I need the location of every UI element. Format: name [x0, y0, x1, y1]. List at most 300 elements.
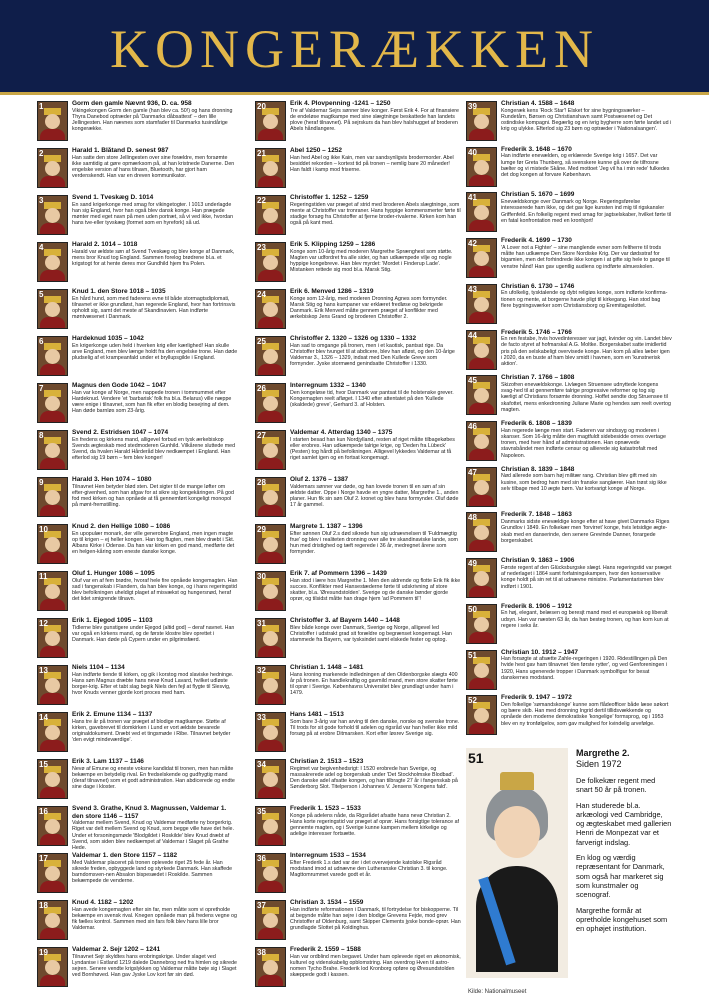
king-number: 31 — [257, 619, 266, 628]
king-description: En upopulær monark, der ville generobre England, men ingen magte op til krigen – ej heller kongen. Han tog flugten, men blev dræbt i Skt. Albans Kirke i Odense. Da han var kirken en god mand, medførte det en helgen-kåring som eneste danske konge. — [72, 530, 235, 556]
king-portrait — [255, 900, 286, 940]
king-description: 'A Lover not a Fighter' – sine manglende evner som feltherre til trods måtte han udkæmpe Den Store Nordiske Krig. Der var dødsstraf for bigamien, men det forhindrede ikke kongen i at gifte sig hele to gange til venstre hånd! Han gav ugentlig audiens og indførte almueskolen. — [501, 244, 670, 270]
king-portrait — [37, 148, 68, 188]
king-description: Den kongeløse tid, hvor Danmark var pantsat til de holstenske grever. Kongemagten reelt afløget. I 1340 efter attentatet på den 'Kullede (skaldede) greve', Gerhard 3. af Holsten. — [290, 389, 454, 409]
king-description: Harald var ældste søn af Svend Tveskæg og blev konge af Danmark, mens bror Knud tog England. Sammen forelog brødrene bl.a. et krigstogt for at hente deres mor Gundhild hjem fra Polen. — [72, 248, 235, 268]
face-shape — [474, 480, 489, 495]
king-text — [72, 241, 238, 267]
face-shape — [45, 819, 60, 834]
king-text — [501, 694, 672, 727]
spotlight-paragraph: En klog og værdig repræsentant for Danmark, som også har markeret sig som kunstmaler og scenograf. — [576, 853, 665, 900]
robe-shape — [258, 411, 283, 423]
king-description: Blev både konge over Danmark, Sverige og Norge, alligevel led Christoffer i udstrakt grad sit forældre og begrænset kongemagt. Han stammede fra Bayern, var tysksindet samt elskede fester og optog. — [290, 624, 452, 644]
robe-shape — [40, 317, 65, 329]
king-entry — [37, 194, 238, 239]
king-portrait — [37, 759, 68, 799]
face-shape — [45, 302, 60, 317]
robe-shape — [40, 928, 65, 940]
king-title: Erik 5. Klipping 1259 – 1286 — [290, 241, 376, 248]
king-entry — [466, 146, 672, 190]
king-description: Vikingekongen Gorm den gamle (han blev ca. 50!) og hans dronning Thyra Danebod optræder på 'Danmarks dåbsattest' – den lille Jellingesten. Han nævnes som stamfader til Danmarks tusindårige kongerække. — [72, 107, 233, 133]
king-entry — [255, 758, 461, 803]
king-portrait — [466, 147, 497, 187]
king-number: 15 — [39, 760, 48, 769]
face-shape — [45, 772, 60, 787]
face-shape — [45, 208, 60, 223]
king-entry — [37, 147, 238, 192]
king-text — [501, 420, 672, 459]
king-title: Frederik 5. 1746 – 1766 — [501, 328, 572, 336]
king-description: Oluf var en af fem brødre, hvoraf hele fire opnåede kongemagten. Han sad i fangenskab i Flandern, da han blev konge, og i hans regeringstid blev befolkningen uheldigt plaget af misvækst og hungersnød, heraf det lidet smigrende tilnavn. — [72, 577, 238, 603]
king-title: Christian 3. 1534 – 1559 — [290, 899, 364, 906]
king-title: Christian 2. 1513 – 1523 — [290, 758, 364, 765]
queen-portrait-illustration — [466, 748, 568, 978]
king-portrait — [466, 467, 497, 507]
king-description: Nevø af Emune og eneste voksne kandidat til tronen, men han måtte bekæmpe en betydelig rival. En fredselskende og gudfrygtig mand (deraf tilnavnet) som et godt administration. Han abdicerede og endte sine dage i kloster. — [72, 765, 235, 791]
king-number: 47 — [468, 467, 477, 477]
king-number: 9 — [39, 478, 44, 487]
king-entry — [255, 241, 461, 286]
king-text — [72, 758, 238, 791]
king-portrait — [37, 101, 68, 141]
king-title: Valdemar 1. den Store 1157 – 1182 — [72, 852, 178, 859]
king-text — [290, 758, 461, 791]
king-text — [290, 711, 461, 737]
king-number: 8 — [39, 431, 44, 440]
king-portrait — [37, 383, 68, 423]
king-entry — [37, 523, 238, 568]
robe-shape — [469, 678, 494, 690]
face-shape — [263, 678, 278, 693]
king-number: 24 — [257, 290, 266, 299]
king-entry — [255, 100, 461, 145]
king-text — [290, 570, 461, 603]
king-number: 42 — [468, 239, 477, 249]
king-description: Skizofren enevældskonge. Livlægen Struensee udnyttede kongens svag-hed til at gennemføre talrige progressive reformer og tog sig kærligt af Christians forsømte dronning. Hoffet sendte dog Struensee til skafottet, mens enkedronning Juliane Marie og hendes søn reelt overtog magten. — [501, 381, 671, 413]
king-portrait — [466, 558, 497, 598]
king-portrait — [255, 336, 286, 376]
face-shape — [263, 772, 278, 787]
king-portrait — [466, 421, 497, 461]
king-text — [501, 146, 672, 179]
king-entry — [37, 899, 238, 944]
king-number: 49 — [468, 559, 477, 569]
king-number: 45 — [468, 376, 477, 386]
king-title: Hardeknud 1035 – 1042 — [72, 335, 144, 342]
king-entry — [37, 476, 238, 521]
king-entry — [37, 617, 238, 662]
king-portrait — [255, 947, 286, 987]
king-number: 39 — [468, 102, 477, 111]
king-description: Med Valdemar placeret på tronen oplevede riget 25 fede år. Han sikrede freden, opbyggede land og styrkede Danmark. Han skaffede barndomsven-nen Absalon bispesædet i Roskilde. Sammen bekæmpede de venderne. — [72, 859, 233, 885]
king-number: 21 — [257, 149, 266, 158]
robe-shape — [258, 881, 283, 893]
face-shape — [263, 114, 278, 129]
king-portrait — [37, 947, 68, 987]
face-shape — [474, 160, 489, 175]
king-description: Tilnavnet Hen betyder blød sten. Det sigter til de mange løfter om efter-givenhed, som han afgav for at sikre sig kongekåringen. På god fod med kirken og han opnåede at få gennemført kongeligt monopol på mønt-fremstilling. — [72, 483, 234, 509]
face-shape — [474, 708, 489, 723]
king-entry — [37, 805, 238, 850]
king-description: Konge på adelens nåde, da Rigsrådet afsatte hans nevø Christian 2. Hans korte regeringstid var præget af oprør. Hans forsigtige tolerance af gennemte magten, og i Sverige kunne kampen mellem kirkelige og adelige interesser fortsætte. — [290, 812, 459, 838]
king-text — [72, 382, 238, 415]
king-title: Erik 4. Plovpenning -1241 – 1250 — [290, 100, 391, 107]
face-shape — [263, 396, 278, 411]
king-portrait — [37, 665, 68, 705]
robe-shape — [40, 458, 65, 470]
king-entry — [255, 617, 461, 662]
king-description: Enevældskonge over Danmark og Norge. Regeringsførelse interesserede ham ikke, og det gav lige kunsten ind mig til rigskansler Griffenfeld. En folkelig regent med smag for jagtselskaber, hvilket førte til en fatal konfrontation med en kronhjort! — [501, 198, 672, 224]
robe-shape — [40, 505, 65, 517]
king-number: 48 — [468, 513, 477, 523]
king-number: 38 — [257, 948, 266, 957]
king-text — [290, 382, 461, 408]
king-title: Knud 2. den Hellige 1080 – 1086 — [72, 523, 171, 530]
king-entry — [255, 523, 461, 568]
king-title: Frederik 4. 1699 – 1730 — [501, 237, 572, 245]
robe-shape — [469, 403, 494, 415]
face-shape — [474, 114, 489, 129]
face-shape — [45, 913, 60, 928]
title-banner — [0, 0, 709, 95]
king-text — [290, 335, 461, 368]
king-portrait — [37, 806, 68, 846]
king-number: 19 — [39, 948, 48, 957]
robe-shape — [258, 270, 283, 282]
face-shape — [474, 343, 489, 358]
king-text — [72, 100, 238, 133]
king-number: 33 — [257, 713, 266, 722]
page-title: KONGERÆKKEN — [110, 19, 599, 79]
robe-shape — [40, 740, 65, 752]
king-entry — [255, 288, 461, 333]
face-shape — [45, 161, 60, 176]
king-entry — [37, 570, 238, 615]
robe-shape — [40, 223, 65, 235]
face-shape — [263, 866, 278, 881]
king-entry — [255, 147, 461, 192]
king-number: 6 — [39, 337, 44, 346]
king-portrait — [466, 284, 497, 324]
robe-shape — [469, 266, 494, 278]
king-description: Første regent af den Glücksburgske slægt. Hans regeringstid var præget af nederlaget i 1864 samt forfatningskampen, hvor den konservative konge holdt på sin ret til at udnævne ministre. Parlamentarismen blev indført i 1901. — [501, 564, 672, 590]
king-description: Tilnavnet Sejr skyldtes hans erobringskrige. Under slaget ved Lyndanise i Estland 1219 dalede Dannebrog ned fra himlen og sikrede sejren. Senere vendte krigslykken og Valdemar måtte bøje sig i Slaget ved Bornhøved. Han gav Jyske Lov kort før sin død. — [72, 953, 238, 979]
robe-shape — [258, 364, 283, 376]
face-shape — [263, 960, 278, 975]
face-shape — [45, 396, 60, 411]
king-title: Abel 1250 – 1252 — [290, 147, 343, 154]
king-title: Erik 2. Emune 1134 – 1137 — [72, 711, 153, 718]
spotlight-paragraph: Han studerede bl.a. arkæologi ved Cambridge, og ægteskabet med gallerien Henri de Monpezat var et farverigt indslag. — [576, 800, 672, 847]
robe-shape — [258, 787, 283, 799]
king-text — [72, 335, 238, 361]
king-entry — [255, 946, 461, 991]
king-text — [290, 147, 461, 173]
king-title: Christian 5. 1670 – 1699 — [501, 191, 575, 199]
king-number: 29 — [257, 525, 266, 534]
king-title: Oluf 1. Hunger 1086 – 1095 — [72, 570, 155, 577]
face-shape — [45, 114, 60, 129]
king-title: Frederik 9. 1947 – 1972 — [501, 694, 572, 702]
king-text — [501, 603, 672, 629]
king-entry — [37, 100, 238, 145]
king-number: 30 — [257, 572, 266, 581]
king-title: Erik 3. Lam 1137 – 1146 — [72, 758, 144, 765]
spotlight-title: Margrethe 2. — [576, 748, 630, 758]
king-text — [501, 237, 672, 270]
king-title: Frederik 1. 1523 – 1533 — [290, 805, 361, 812]
robe-shape — [469, 632, 494, 644]
king-description: Hans kroning markerede indledningen af den Oldenborgske slægts 400 år på tronen. En handlekraftig og gavmild mand, men store skatter førte til oprør i Sverige. Københavns Universitet blev grundlagt under ham i 1479. — [290, 671, 458, 697]
king-text — [72, 852, 238, 885]
king-description: En høj, elegant, belæsen og beresjt mand med et europæisk og liberalt udsyn. Han var næsten 63 år, da han besteg tronen, og han kom kun at regere i seks år. — [501, 610, 669, 629]
king-text — [72, 805, 238, 850]
king-text — [501, 466, 672, 492]
king-title: Svend 1. Tveskæg D. 1014 — [72, 194, 154, 201]
king-number: 36 — [257, 854, 266, 863]
robe-shape — [40, 881, 65, 893]
king-number: 3 — [39, 196, 44, 205]
face-shape — [45, 490, 60, 505]
king-description: Han var ordblind men begavet. Under ham oplevede riget en økonomisk, kulturel og videnskabelig opblomstring. Han overdrog Hven til astro-nomen Tycho Brahe. Frederik lod Kronborg opføre og Øresundstolden skæppede godt i kassen. — [290, 953, 461, 979]
robe-shape — [40, 411, 65, 423]
face-shape — [474, 297, 489, 312]
king-portrait — [466, 375, 497, 415]
king-text — [290, 852, 461, 878]
face-shape — [263, 913, 278, 928]
robe-shape — [258, 646, 283, 658]
king-text — [290, 946, 461, 979]
robe-shape — [40, 787, 65, 799]
face-shape — [474, 434, 489, 449]
robe-shape — [258, 176, 283, 188]
king-number: 51 — [468, 650, 477, 660]
king-number: 35 — [257, 807, 266, 816]
king-title: Hans 1481 – 1513 — [290, 711, 344, 718]
king-description: Danmarks sidste enevældige konge efter at have givet Danmarks Riges Grundlov i 1849. En folkekær men 'forvirret' konge, hvis letsidige ægte-skab med en danserinde, den senere Grevinde Danner, forargede borgerskabet. — [501, 518, 670, 544]
king-number: 32 — [257, 666, 266, 675]
king-number: 1 — [39, 102, 44, 111]
robe-shape — [258, 458, 283, 470]
king-number: 46 — [468, 422, 477, 431]
king-number: 11 — [39, 572, 48, 581]
king-text — [72, 711, 238, 744]
king-text — [72, 617, 238, 643]
king-text — [72, 147, 238, 180]
robe-shape — [40, 646, 65, 658]
king-description: Efter sønnen Oluf 2.s død sikrede hun sig udnævnelsen til 'Fuldmægtig frue' og blev i realiteten dronning over alle tre skandinaviske lande, som hun med dristighed og tæft regerede i 36 år, medregnet årene som formynder. — [290, 530, 458, 556]
spotlight-text — [576, 748, 672, 939]
face-shape — [263, 725, 278, 740]
king-title: Gorm den gamle Nævnt 936, D. ca. 958 — [72, 100, 192, 107]
king-number: 40 — [468, 147, 477, 157]
face-shape — [45, 866, 60, 881]
face-shape — [263, 584, 278, 599]
king-text — [72, 946, 238, 979]
king-portrait — [255, 242, 286, 282]
king-title: Christian 9. 1863 – 1906 — [501, 557, 575, 565]
robe-shape — [469, 586, 494, 598]
spotlight-margrethe — [466, 748, 672, 1000]
king-entry — [466, 100, 672, 144]
king-portrait — [255, 289, 286, 329]
robe-shape — [469, 723, 494, 735]
king-entry — [255, 664, 461, 709]
face-shape — [45, 584, 60, 599]
king-number: 23 — [257, 243, 266, 252]
king-title: Svend 3. Grathe, Knud 3. Magnussen, Valdemar 1. den store 1146 – 1157 — [72, 805, 227, 820]
king-entry — [255, 899, 461, 944]
king-description: Han avede kongemagten efter sin far, men måtte som vi opretholde bekæmpe en svensk rival. Knegen opnåede man på fredens vegne og fik fælles kontrol. Sammen med sin fars folk blev hans lille bror Valdemar. — [72, 906, 237, 932]
king-number: 12 — [39, 619, 48, 628]
king-portrait — [466, 512, 497, 552]
king-description: Valdemar mellem Svend, Knud og Valdemar medførte ny borgerkrig. Riget var delt mellem Svend og Knud, som begge ville have det hele. Under et forsoningsmøde 'Blodgildet i Roskilde' blev Knud dræbt af Svend, som siden blev nedkæmpet af Valdemar i Slaget på Grathe Hede. — [72, 820, 234, 850]
king-entry — [37, 429, 238, 474]
king-title: Valdemar 4. Atterdag 1340 – 1375 — [290, 429, 393, 436]
face-shape — [263, 208, 278, 223]
king-portrait — [255, 806, 286, 846]
king-entry — [37, 241, 238, 286]
king-text — [72, 288, 238, 321]
king-text — [72, 664, 238, 697]
king-description: Den folkelige 'sømandskonge' kunne som flådeofficer både læse søkort og bære skib. Han med dronning Ingrid dertil tillidsvækkende og opnåede den moderne demokratiske 'kongelige' formsprog, og i 1953 blev en ny tronfølgelov, som gav mulighed for kvindelig arvefølge. — [501, 701, 669, 727]
king-text — [290, 664, 461, 697]
face-shape — [45, 725, 60, 740]
king-number: 26 — [257, 384, 266, 393]
king-description: I starten besad han kun Nordjylland, resten af riget måtte tilbagekøbes eller erobres. Han udkæmpede talrige krige, og 'Deden fra Lübeck' (Pesten) tog hårdt på befolkningen. Alligevel lykkedes Valdemar at få riget samlet igen og en fortsat kongemagt. — [290, 436, 455, 462]
king-description: En krigerkonge uden held i hverken krig eller kærlighed! Han skulle arve England, men blev længe holdt fra den engelske trone. Han døde pludselig af et krampeanfald under et bryllupsgilde i England. — [72, 342, 238, 362]
robe-shape — [469, 312, 494, 324]
face-shape — [474, 663, 489, 678]
king-description: Han satte den store Jellingesten over sine forældre, men forsømte ikke samtidig at gøre opmærksom på, at han kristnede Danerne. Den engelske version af hans tilnavn, Bluetooth, har gjort ham verdenskendt. Han var en dreven kommunikator. — [72, 154, 235, 180]
king-number: 14 — [39, 713, 48, 722]
king-entry — [37, 335, 238, 380]
king-title: Christian 7. 1766 – 1808 — [501, 374, 575, 382]
king-entry — [255, 429, 461, 474]
face-shape — [263, 819, 278, 834]
king-title: Harald 2. 1014 – 1018 — [72, 241, 138, 248]
king-portrait — [37, 289, 68, 329]
king-title: Oluf 2. 1376 – 1387 — [290, 476, 349, 483]
king-portrait — [466, 604, 497, 644]
king-description: Han indførte tiende til kirken, og gik i korstog mod slaviske hedninge. Hans søn Magnus dræbte hans nevø Knud Lavard, hvilket udløste borger-krig. Efter et tabt slag begik Niels den fejl at flygte til Slesvig, hvor Knuds venner gjorde kort proces med ham. — [72, 671, 234, 697]
robe-shape — [40, 270, 65, 282]
robe-shape — [258, 552, 283, 564]
face-shape — [45, 960, 60, 975]
face-shape — [45, 349, 60, 364]
king-entry — [255, 805, 461, 850]
king-description: Han var konge af Norge, men nappede tronen i tommummet efter Hardeknud. Vendere 'et 'barbarisk' folk fra bl.a. Belarus) ville næppe være enige i tilnavnet, som han fik efter en blodig besejring af dem. Han døde barnløs som 23-årig. — [72, 389, 232, 415]
robe-shape — [258, 975, 283, 987]
king-entry — [37, 852, 238, 897]
king-description: Han regerede længe men start. Faderen var sindssyg og moderen i skanser. Som 16-årig måtte den magtfuldt sidebesidde ornes overtage tronen, med hver hånd af administrationen. Han opnævede stavnsbåndet men indførte censur og allierede sig katastrofalt med Napoleon. — [501, 427, 666, 459]
robe-shape — [40, 693, 65, 705]
king-number: 13 — [39, 666, 48, 675]
king-description: Han indførte enevælden, og erklærede Sverige krig i 1657. Det var lumge før Greta Thunberg, så svenskere kunne gå over de tilfrosne bælter og vi mistede Skåne. Med mottoet 'Jeg vil ha i min rede' fulkedes det dog kongen at forvare København. — [501, 153, 670, 179]
king-title: Christoffer 3. af Bayern 1440 – 1448 — [290, 617, 400, 624]
king-title: Harald 1. Blåtand D. senest 987 — [72, 147, 169, 154]
king-portrait — [37, 571, 68, 611]
king-entry — [466, 694, 672, 738]
king-title: Knud 1. den Store 1018 – 1035 — [72, 288, 166, 295]
robe-shape — [40, 129, 65, 141]
king-portrait — [255, 477, 286, 517]
robe-shape — [40, 552, 65, 564]
robe-shape — [258, 317, 283, 329]
king-portrait — [37, 336, 68, 376]
king-title: Frederik 8. 1906 – 1912 — [501, 602, 572, 610]
face-shape — [263, 490, 278, 505]
king-title: Christian 4. 1588 – 1648 — [501, 100, 575, 107]
king-portrait — [37, 524, 68, 564]
king-entry — [466, 374, 672, 418]
face-shape — [263, 631, 278, 646]
king-entry — [255, 852, 461, 897]
king-title: Frederik 6. 1808 – 1839 — [501, 420, 572, 427]
king-number: 41 — [468, 193, 477, 203]
king-entry — [37, 664, 238, 709]
king-description: Kongeræk kens 'Rock Star'! Elsket for sine bygningsværker – Rundetårn, Børsen og Christianshavn samt Postvæsenet og Det ostindiske kompagni. Begærlig og en ivrig bygherre som førte landet ud i krig og ulykke. Efterlod sig 23 børn og optræder i 'Nationalsangen'. — [501, 107, 672, 133]
face-shape — [45, 537, 60, 552]
king-text — [290, 617, 461, 643]
king-entry — [37, 382, 238, 427]
spotlight-paragraph: Margrethe formår at opretholde kongehuset som en ophøjet institution. — [576, 905, 668, 934]
king-portrait — [466, 238, 497, 278]
king-text — [290, 288, 461, 321]
face-shape — [263, 537, 278, 552]
king-description: Regimet var begivenhedsrigt: I 1520 erobrede han Sverige, og massakrerede adel og borgerskab under 'Det Stockholmske Blodbad'. Den danske adel afsatte kongen, og han tilbragte 27 år i fangenskab på Sønderborg Slot. Titelperson i Johannes V. Jensens 'Kongens fald'. — [290, 765, 458, 791]
king-title: Erik 1. Ejegod 1095 – 1103 — [72, 617, 153, 624]
king-portrait — [37, 712, 68, 752]
king-portrait — [255, 101, 286, 141]
king-description: Hans tre år på tronen var præget af blodige magtkampe. Støtte af kirken, gavebrevet til domkirken i Lund er vort ældste bevarede originaldokument. Dræbt ved et tingsmøde i Ribe. Tilnavnet betyder 'den evigt mindeværdige'. — [72, 718, 231, 744]
face-shape — [45, 631, 60, 646]
king-description: Som bare 3-årig var han arving til den danske, norske og svenske trone. Til trods for sit gode forhold til adelen og rigsråd var han heller ikke mild forsøg på at erobre Ditmarsken. Kort efter løsrev Sverige sig. — [290, 718, 460, 738]
face-shape — [263, 349, 278, 364]
king-text — [290, 523, 461, 556]
face-shape — [263, 302, 278, 317]
king-portrait — [255, 195, 286, 235]
king-portrait — [255, 712, 286, 752]
king-entry — [37, 946, 238, 991]
king-title: Magnus den Gode 1042 – 1047 — [72, 382, 167, 389]
king-description: Han hed Abel og ikke Kain, men var sandsynligvis brodermorder. Abel besiddet rekorden – kortest tid på tronen – nemlig bare 20 måneder! Han faldt i kamp mod friserne. — [290, 154, 454, 174]
king-portrait — [37, 618, 68, 658]
face-shape — [474, 388, 489, 403]
robe-shape — [258, 834, 283, 846]
king-text — [290, 194, 461, 227]
king-entry — [37, 711, 238, 756]
king-entry — [255, 335, 461, 380]
king-portrait — [255, 759, 286, 799]
king-portrait — [466, 192, 497, 232]
king-number: 50 — [468, 604, 477, 614]
king-entry — [466, 603, 672, 647]
king-title: Christian 1. 1448 – 1481 — [290, 664, 364, 671]
king-entry — [466, 557, 672, 601]
king-number: 25 — [257, 337, 266, 346]
king-number: 2 — [39, 149, 44, 158]
robe-shape — [469, 129, 494, 141]
robe-shape — [469, 220, 494, 232]
robe-shape — [40, 364, 65, 376]
king-entry — [255, 570, 461, 615]
robe-shape — [469, 540, 494, 552]
king-portrait — [255, 148, 286, 188]
king-portrait — [255, 430, 286, 470]
king-entry — [466, 466, 672, 510]
robe-shape — [40, 599, 65, 611]
